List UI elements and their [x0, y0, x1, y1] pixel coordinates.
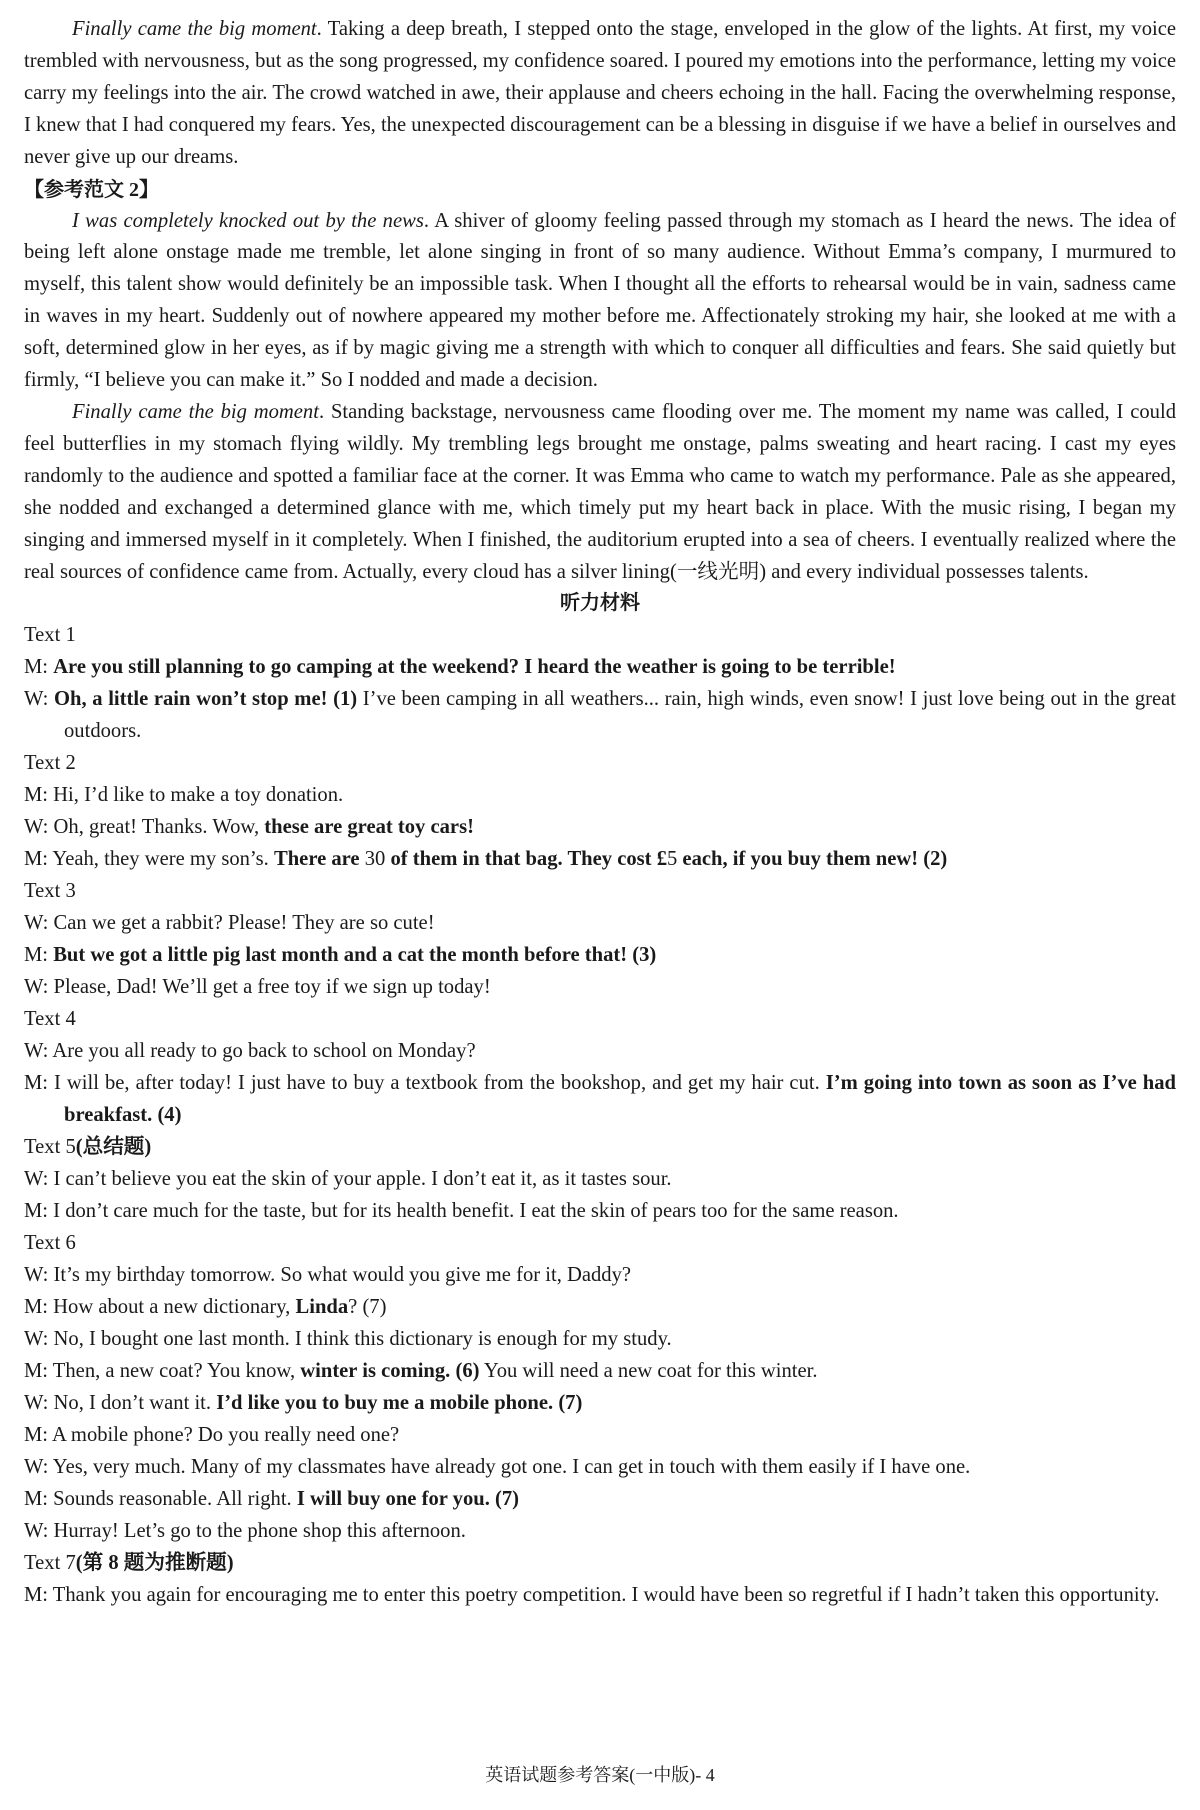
line-text: W: No, I don’t want it. — [24, 1392, 217, 1415]
text6-line-4 — [24, 1355, 1176, 1387]
text5-line-2: M: I don’t care much for the taste, but for its health benefit. I eat the skin of pears too for the same reason. — [24, 1200, 899, 1223]
key-phrase: of them in that bag. They cost — [385, 848, 657, 871]
essay2-p2-body: . Standing backstage, nervousness came flooding over me. The moment my name was called, I could feel butterflies in my stomach flying wildly. My trembling legs brought me onstage, palms sweating and heart racing. I cast my eyes randomly to the audience and spotted a familiar face at the corner. It was Emma who came to watch my performance. Pale as she appeared, she nodded and exchanged a determined glance with me, which timely put my heart back in place. With the music rising, I began my singing and immersed myself in it completely. When I finished, the auditorium erupted into a sea of cheers. I eventually realized where the real sources of confidence came from. Actually, every cloud has a silver lining(一线光明) and every individual possesses talents. — [24, 400, 1176, 583]
text1-label: Text 1 — [24, 624, 76, 647]
text3-line-2 — [24, 939, 1176, 971]
text3-line-3: W: Please, Dad! We’ll get a free toy if we sign up today! — [24, 976, 491, 999]
question-marker: (7) — [553, 1392, 583, 1415]
key-phrase: But we got a little pig last month and a cat the month before that! — [53, 944, 628, 967]
text6-label: Text 6 — [24, 1232, 76, 1255]
text6-line-9: W: Hurray! Let’s go to the phone shop this afternoon. — [24, 1520, 466, 1543]
key-phrase: I’m going into town as soon as I’ve had breakfast. — [64, 1072, 1176, 1127]
text1-line-1 — [24, 651, 1176, 683]
text5-label-text: Text 5 — [24, 1136, 76, 1159]
currency-symbol: £ — [656, 848, 667, 871]
key-phrase: Oh, a little rain won’t stop me! — [54, 688, 328, 711]
essay2-p2-lead-phrase: Finally came the big moment — [72, 400, 319, 423]
text2-line-1: M: Hi, I’d like to make a toy donation. — [24, 784, 344, 807]
speaker: M: — [24, 944, 54, 967]
text6-line-1: W: It’s my birthday tomorrow. So what would you give me for it, Daddy? — [24, 1264, 632, 1287]
question-marker: (7) — [489, 1488, 520, 1511]
line-text: M: Then, a new coat? You know, — [24, 1360, 301, 1383]
text5-label-note: (总结题) — [75, 1136, 152, 1159]
essay2-p1-body: . A shiver of gloomy feeling passed through my stomach as I heard the news. The idea of being left alone onstage made me tremble, let alone singing in front of so many audience. Without Emma’s company, I murmured to myself, this talent show would definitely be an impossible task. When I thought all the efforts to rehearsal would be in vain, sadness came in waves in my heart. Suddenly out of nowhere appeared my mother before me. Affectionately stroking my hair, she looked at me with a soft, determined glow in her eyes, as if by magic giving me a strength with which to conquer all difficulties and fears. She said quietly but firmly, “I believe you can make it.” So I nodded and made a decision. — [24, 209, 1176, 392]
listening-title: 听力材料 — [560, 592, 640, 615]
text6-line-7: W: Yes, very much. Many of my classmates have already got one. I can get in touch with them easily if I have one. — [24, 1456, 971, 1479]
text6-line-3: W: No, I bought one last month. I think this dictionary is enough for my study. — [24, 1328, 672, 1351]
line-text: W: Oh, great! Thanks. Wow, — [24, 816, 265, 839]
text7-label-note: (第 8 题为推断题) — [75, 1552, 234, 1575]
question-marker: (2) — [918, 848, 948, 871]
text3-label: Text 3 — [24, 880, 76, 903]
essay1-body: . Taking a deep breath, I stepped onto the stage, enveloped in the glow of the lights. At first, my voice trembled with nervousness, but as the song progressed, my confidence soared. I poured my emotions into the performance, letting my voice carry my feelings into the air. The crowd watched in awe, their applause and cheers echoing in the hall. Facing the overwhelming response, I knew that I had conquered my fears. Yes, the unexpected discouragement can be a blessing in disguise if we have a belief in ourselves and never give up our dreams. — [24, 18, 1176, 168]
text5-label — [24, 1131, 1176, 1163]
text4-line-1: W: Are you all ready to go back to school on Monday? — [24, 1040, 476, 1063]
speaker: M: — [24, 656, 54, 679]
key-phrase: winter is coming. — [300, 1360, 451, 1383]
number: 30 — [364, 848, 386, 871]
key-phrase: Are you still planning to go camping at the weekend? I heard the weather is going to be terrible! — [53, 656, 896, 679]
essay2-heading: 【参考范文 2】 — [24, 178, 159, 201]
page-content — [24, 14, 1176, 1611]
question-marker: (1) — [327, 688, 358, 711]
text7-label — [24, 1547, 1176, 1579]
speaker: W: — [24, 688, 55, 711]
question-marker: ? (7) — [348, 1296, 387, 1319]
number: 5 — [666, 848, 678, 871]
text2-label: Text 2 — [24, 752, 76, 775]
text4-line-2 — [24, 1067, 1176, 1131]
text6-line-5 — [24, 1387, 1176, 1419]
essay1-lead-phrase: Finally came the big moment — [72, 18, 317, 40]
line-text: M: Yeah, they were my son’s. — [24, 848, 274, 871]
text7-line-1: M: Thank you again for encouraging me to enter this poetry competition. I would have been so regretful if I hadn’t taken this opportunity. — [24, 1584, 1160, 1607]
text2-line-3 — [24, 843, 1176, 875]
essay2-paragraph-2 — [24, 397, 1176, 588]
line-text: I’ve been camping in all weathers... rain, high winds, even snow! I just love being out in the great outdoors. — [64, 688, 1176, 743]
key-phrase: Linda — [295, 1296, 349, 1319]
question-marker: (4) — [152, 1104, 182, 1127]
text2-line-2 — [24, 811, 1176, 843]
text1-line-2 — [24, 683, 1176, 747]
page-footer: 英语试题参考答案(一中版)- 4 — [485, 1765, 715, 1785]
essay2-paragraph-1 — [24, 206, 1176, 397]
line-text: M: How about a new dictionary, — [24, 1296, 296, 1319]
text5-line-1: W: I can’t believe you eat the skin of your apple. I don’t eat it, as it tastes sour. — [24, 1168, 672, 1191]
text3-line-1: W: Can we get a rabbit? Please! They are so cute! — [24, 912, 435, 935]
text7-label-text: Text 7 — [24, 1552, 76, 1575]
essay2-p1-lead-phrase: I was completely knocked out by the news — [72, 209, 424, 232]
key-phrase: I’d like you to buy me a mobile phone. — [216, 1392, 554, 1415]
question-marker: (3) — [627, 944, 657, 967]
key-phrase: these are great toy cars! — [264, 816, 474, 839]
key-phrase: I will buy one for you. — [296, 1488, 490, 1511]
question-marker: (6) — [450, 1360, 480, 1383]
line-text: You will need a new coat for this winter. — [479, 1360, 818, 1383]
text4-label: Text 4 — [24, 1008, 76, 1031]
text6-line-8 — [24, 1483, 1176, 1515]
line-text: M: Sounds reasonable. All right. — [24, 1488, 297, 1511]
line-text: M: I will be, after today! I just have to buy a textbook from the bookshop, and get my hair cut. — [24, 1072, 826, 1095]
text6-line-6: M: A mobile phone? Do you really need one? — [24, 1424, 400, 1447]
essay1-closing-paragraph — [24, 14, 1176, 174]
key-phrase: each, if you buy them new! — [677, 848, 919, 871]
text6-line-2 — [24, 1291, 1176, 1323]
key-phrase: There are — [273, 848, 365, 871]
